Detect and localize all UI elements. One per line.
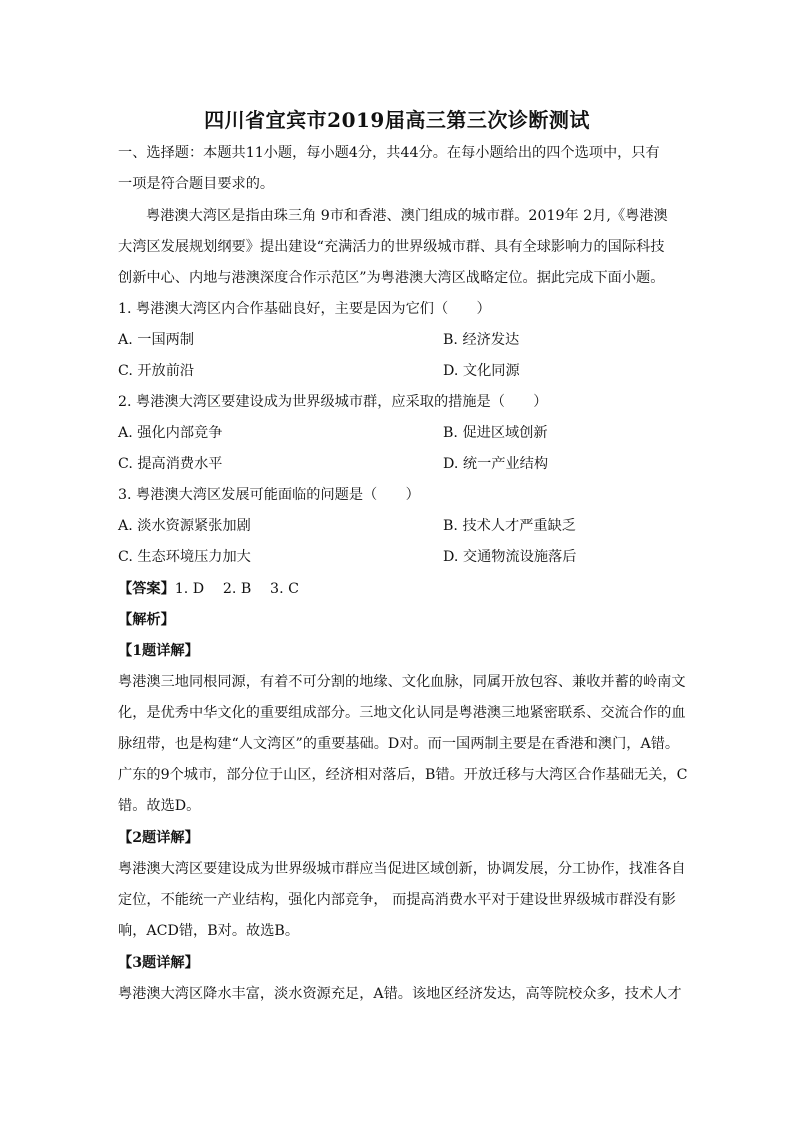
detail-1-line-2: 化，是优秀中华文化的重要组成部分。三地文化认同是粤港澳三地紧密联系、交流合作的血 [118, 705, 686, 721]
question-1-stem: 1. 粤港澳大湾区内合作基础良好，主要是因为它们（ ） [118, 301, 491, 317]
detail-2-line-3: 响，ACD错，B对。故选B。 [118, 923, 300, 939]
question-3-option-a: A. 淡水资源紧张加剧 [118, 518, 251, 534]
passage-line-2: 大湾区发展规划纲要》提出建设“充满活力的世界级城市群、具有全球影响力的国际科技 [118, 239, 665, 255]
detail-1-line-1: 粤港澳三地同根同源，有着不可分割的地缘、文化血脉，同属开放包容、兼收并蓄的岭南文 [118, 674, 686, 690]
section-header-line-1: 一、选择题：本题共11小题，每小题4分，共44分。在每小题给出的四个选项中，只有 [118, 145, 660, 161]
detail-2-line-1: 粤港澳大湾区要建设成为世界级城市群应当促进区域创新，协调发展，分工协作，找准各自 [118, 861, 686, 877]
question-1-option-a: A. 一国两制 [118, 332, 195, 348]
question-2-option-d: D. 统一产业结构 [443, 456, 549, 472]
detail-3-header: 【3题详解】 [118, 955, 199, 971]
detail-1-line-5: 错。故选D。 [118, 798, 201, 814]
question-2-option-b: B. 促进区域创新 [443, 425, 548, 441]
detail-1-line-3: 脉纽带，也是构建“人文湾区”的重要基础。D对。而一国两制主要是在香港和澳门，A错。 [118, 736, 680, 752]
detail-1-header: 【1题详解】 [118, 643, 199, 659]
question-3-option-c: C. 生态环境压力加大 [118, 549, 251, 565]
detail-3-line-1: 粤港澳大湾区降水丰富，淡水资源充足，A错。该地区经济发达，高等院校众多，技术人才 [118, 986, 682, 1002]
answer-values: 1. D 2. B 3. C [174, 581, 299, 597]
question-1-option-d: D. 文化同源 [443, 363, 520, 379]
question-2-option-c: C. 提高消费水平 [118, 456, 223, 472]
section-header-line-2: 一项是符合题目要求的。 [118, 176, 275, 192]
question-3-option-b: B. 技术人才严重缺乏 [443, 518, 576, 534]
question-2-option-a: A. 强化内部竞争 [118, 425, 223, 441]
analysis-label: 【解析】 [118, 612, 175, 628]
page-title: 四川省宜宾市2019届高三第三次诊断测试 [204, 108, 590, 132]
passage-line-1: 粤港澳大湾区是指由珠三角 9市和香港、澳门组成的城市群。2019年 2月,《粤港澳 [146, 208, 668, 224]
detail-1-line-4: 广东的9个城市，部分位于山区，经济相对落后，B错。开放迁移与大湾区合作基础无关，C [118, 767, 688, 783]
question-1-option-c: C. 开放前沿 [118, 363, 195, 379]
detail-2-header: 【2题详解】 [118, 830, 199, 846]
passage-line-3: 创新中心、内地与港澳深度合作示范区”为粤港澳大湾区战略定位。据此完成下面小题。 [118, 270, 665, 286]
question-3-stem: 3. 粤港澳大湾区发展可能面临的问题是（ ） [118, 487, 420, 503]
detail-2-line-2: 定位，不能统一产业结构，强化内部竞争， 而提高消费水平对于建设世界级城市群没有影 [118, 892, 676, 908]
question-3-option-d: D. 交通物流设施落后 [443, 549, 577, 565]
question-1-option-b: B. 经济发达 [443, 332, 520, 348]
answer-line [118, 579, 299, 599]
question-2-stem: 2. 粤港澳大湾区要建设成为世界级城市群，应采取的措施是（ ） [118, 394, 548, 410]
answer-label: 【答案】 [118, 581, 175, 597]
